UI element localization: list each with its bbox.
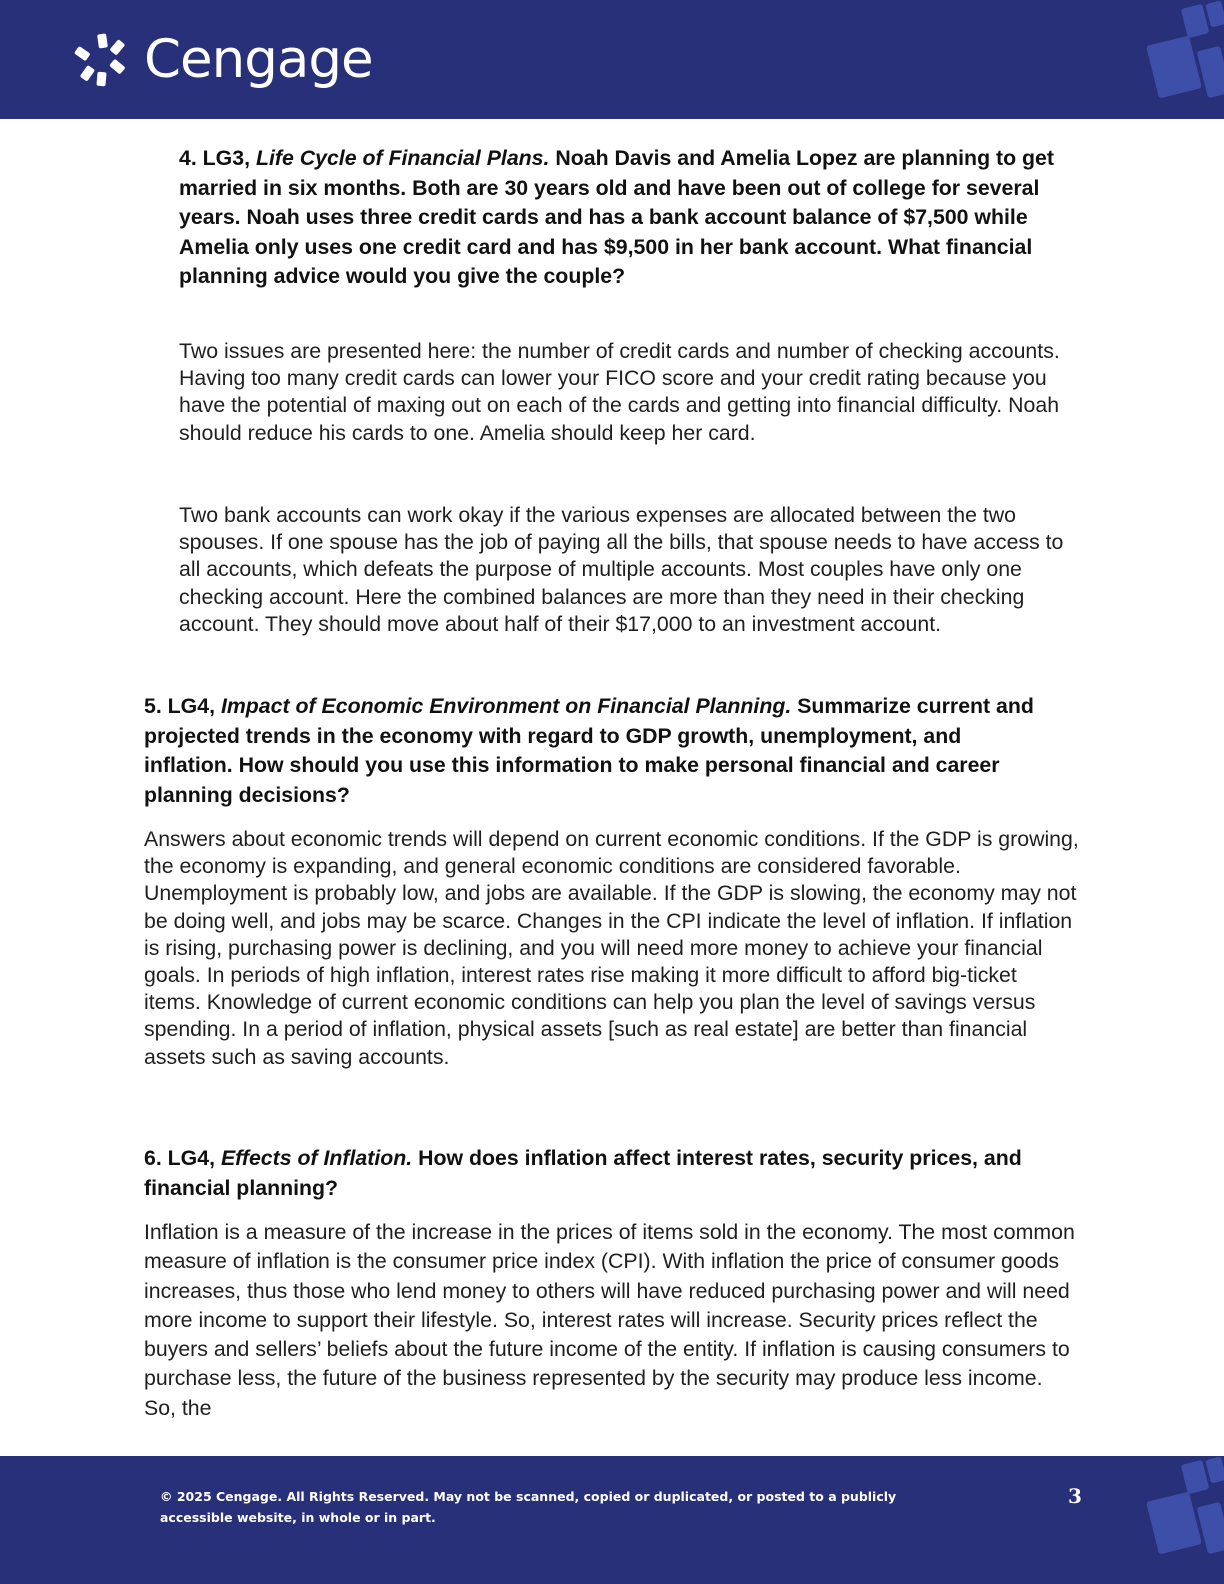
question-topic: Life Cycle of Financial Plans.: [255, 146, 550, 170]
question-prompt: How does inflation affect interest rates, security prices, and financial planning?: [144, 1146, 1022, 1200]
question-prompt: Summarize current and projected trends in the economy with regard to GDP growth, unemployment, and inflation. How should you use this information to make personal financial and career planning decisions?: [144, 694, 1034, 807]
question-prompt: Noah Davis and Amelia Lopez are planning to get married in six months. Both are 30 years old and have been out of college for several years. Noah uses three credit cards and has a bank account balance of $7,500 while Amelia only uses one credit card and has $9,500 in her bank account. What financial planning advice would you give the couple?: [179, 146, 1054, 289]
cengage-logo-icon: [72, 30, 134, 90]
answer-5-paragraph-1: Answers about economic trends will depend on current economic conditions. If the GDP is growing, the economy is expanding, and general economic conditions are considered favorable. Unemployment is probably low, and jobs are available. If the GDP is slowing, the economy may not be doing well, and jobs may be scarce. Changes in the CPI indicate the level of inflation. If inflation is rising, purchasing power is declining, and you will need more money to achieve your financial goals. In periods of high inflation, interest rates rise making it more difficult to afford big-ticket items. Knowledge of current economic conditions can help you plan the level of savings versus spending. In a period of inflation, physical assets [such as real estate] are better than financial assets such as saving accounts.: [144, 827, 1079, 1069]
answer-4-paragraph-2: Two bank accounts can work okay if the various expenses are allocated between the two spouses. If one spouse has the job of paying all the bills, that spouse needs to have access to all accounts, which defeats the purpose of multiple accounts. Most couples have only one checking account. Here the combined balances are more than they need in their checking account. They should move about half of their $17,000 to an investment account.: [179, 503, 1064, 636]
question-4: [179, 144, 1079, 292]
question-number: 4. LG3,: [179, 146, 256, 170]
cengage-wordmark: Cengage: [144, 29, 373, 90]
question-6: [144, 1144, 1039, 1203]
copyright-notice: © 2025 Cengage. All Rights Reserved. May not be scanned, copied or duplicated, or posted to a publicly accessible website, in whole or in part.: [160, 1489, 897, 1525]
question-topic: Impact of Economic Environment on Financial Planning.: [220, 694, 792, 718]
question-number: 5. LG4,: [144, 694, 221, 718]
page-footer: [0, 1456, 1224, 1584]
cengage-logo: [72, 30, 373, 90]
question-topic: Effects of Inflation.: [220, 1146, 413, 1170]
question-number: 6. LG4,: [144, 1146, 221, 1170]
page-header: [0, 0, 1224, 119]
question-5: [144, 692, 1039, 810]
answer-6-paragraph-1: Inflation is a measure of the increase in the prices of items sold in the economy. The most common measure of inflation is the consumer price index (CPI). With inflation the price of consumer goods increases, thus those who lend money to others will have reduced purchasing power and will need more income to support their lifestyle. So, interest rates will increase. Security prices reflect the buyers and sellers’ beliefs about the future income of the entity. If inflation is causing consumers to purchase less, the future of the business represented by the security may produce less income. So, the: [144, 1220, 1075, 1420]
answer-4-paragraph-1: Two issues are presented here: the number of credit cards and number of checking accounts. Having too many credit cards can lower your FICO score and your credit rating because you have the potential of maxing out on each of the cards and getting into financial difficulty. Noah should reduce his cards to one. Amelia should keep her card.: [179, 339, 1060, 445]
page-number: 3: [1068, 1484, 1082, 1508]
header-decoration-icon: [1144, 0, 1224, 119]
footer-decoration-icon: [1144, 1456, 1224, 1584]
